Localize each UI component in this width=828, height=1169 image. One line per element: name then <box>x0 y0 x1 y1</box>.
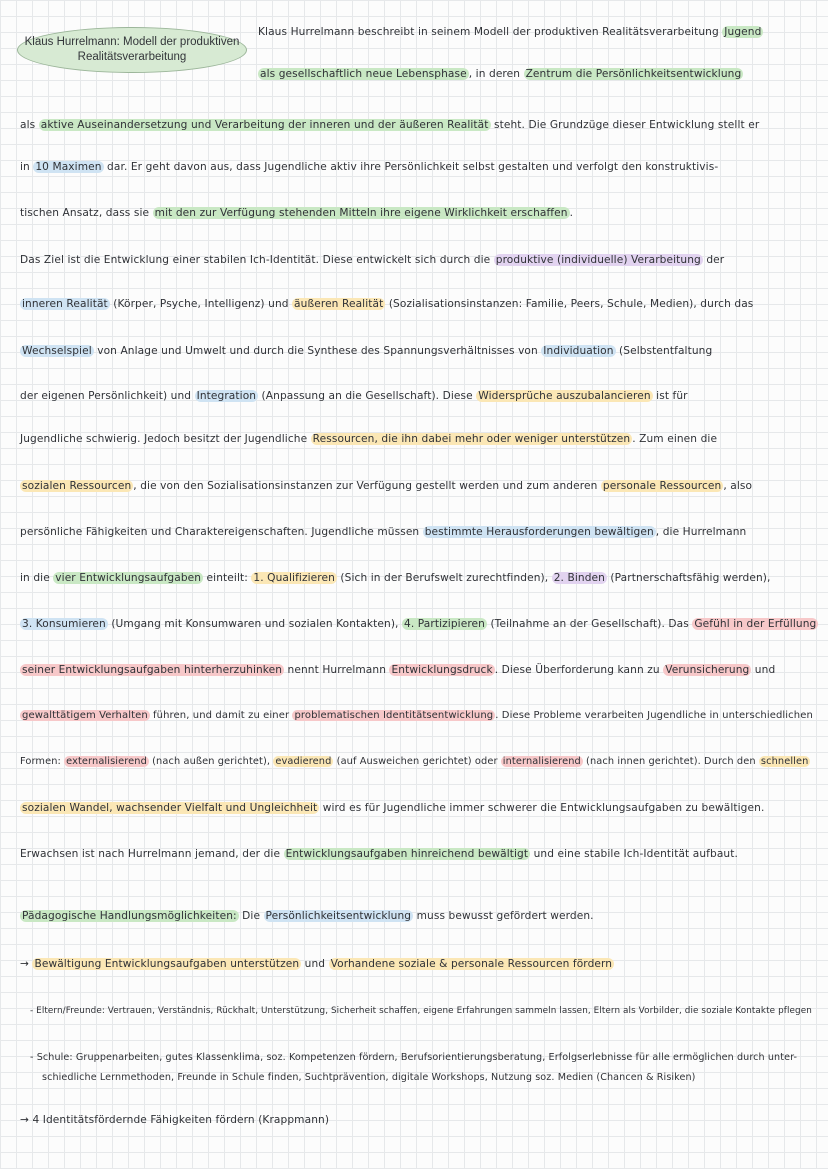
text-segment: , also <box>723 480 753 492</box>
text-line-25 <box>20 1114 329 1126</box>
text-segment: , in deren <box>468 68 524 80</box>
text-segment: (nach außen gerichtet), <box>148 756 274 767</box>
text-segment: (Umgang mit Konsumwaren und sozialen Kontakten), <box>107 618 402 630</box>
text-segment: als <box>20 119 39 131</box>
text-segment: Erwachsen ist nach Hurrelmann jemand, der die <box>20 848 284 860</box>
text-segment: (Partnerschaftsfähig werden), <box>606 572 771 584</box>
text-line-21 <box>20 958 614 970</box>
text-line-24 <box>42 1072 696 1083</box>
text-segment: und eine stabile Ich-Identität aufbaut. <box>530 848 738 860</box>
highlighted-phrase: 3. Konsumieren <box>22 618 106 630</box>
highlighted-phrase: Pädagogische Handlungsmöglichkeiten: <box>22 910 237 922</box>
highlighted-phrase: Ressourcen, die ihn dabei mehr oder weniger unterstützen <box>312 433 631 445</box>
text-line-13 <box>20 572 771 584</box>
text-segment: → 4 Identitätsfördernde Fähigkeiten fördern (Krappmann) <box>20 1114 330 1126</box>
highlighted-phrase: Persönlichkeitsentwicklung <box>265 910 412 922</box>
text-line-17 <box>20 756 810 767</box>
highlighted-phrase: als gesellschaftlich neue Lebensphase <box>260 68 467 80</box>
highlighted-phrase: internalisierend <box>502 756 581 767</box>
text-segment: , die von den Sozialisationsinstanzen zur Verfügung gestellt werden und zum anderen <box>133 480 601 492</box>
text-segment: . Diese Probleme verarbeiten Jugendliche in unterschiedlichen <box>495 710 813 721</box>
text-segment: Formen: <box>20 756 65 767</box>
highlighted-phrase: Widersprüche auszubalancieren <box>478 390 651 402</box>
text-line-10 <box>20 433 717 445</box>
text-line-15 <box>20 664 775 676</box>
highlighted-phrase: Jugend <box>724 26 762 38</box>
text-line-5 <box>20 207 573 219</box>
text-segment: in die <box>20 572 54 584</box>
text-segment: (Sozialisationsinstanzen: Familie, Peers, Schule, Medien), durch das <box>385 298 754 310</box>
text-line-4 <box>20 161 718 173</box>
text-segment: (Sich in der Berufswelt zurechtfinden), <box>336 572 552 584</box>
text-segment: dar. Er geht davon aus, dass Jugendliche aktiv ihre Persönlichkeit selbst gestalten und verfolgt den konstruktivis- <box>103 161 719 173</box>
text-segment: nennt Hurrelmann <box>284 664 390 676</box>
text-segment: - Schule: Gruppenarbeiten, gutes Klassenklima, soz. Kompetenzen fördern, Berufsorientierungsberatung, Erfolgserlebnisse für alle ermöglichen durch unter- <box>30 1052 798 1063</box>
text-segment: der eigenen Persönlichkeit) und <box>20 390 195 402</box>
text-line-6 <box>20 254 724 266</box>
highlighted-phrase: personale Ressourcen <box>602 480 722 492</box>
highlighted-phrase: 4. Partizipieren <box>404 618 485 630</box>
text-segment: (nach innen gerichtet). Durch den <box>582 756 759 767</box>
highlighted-phrase: evadierend <box>275 756 332 767</box>
highlighted-phrase: schnellen <box>760 756 809 767</box>
text-segment: von Anlage und Umwelt und durch die Synthese des Spannungsverhältnisses von <box>93 345 542 357</box>
text-line-19 <box>20 848 738 860</box>
text-line-8 <box>20 345 712 357</box>
highlighted-phrase: Gefühl in der Erfüllung <box>694 618 817 630</box>
highlighted-phrase: mit den zur Verfügung stehenden Mitteln ihre eigene Wirklichkeit erschaffen <box>154 207 568 219</box>
text-segment: muss bewusst gefördert werden. <box>413 910 594 922</box>
highlighted-phrase: sozialen Wandel, wachsender Vielfalt und Ungleichheit <box>22 802 318 814</box>
text-segment: , die Hurrelmann <box>655 526 747 538</box>
text-segment: steht. Die Grundzüge dieser Entwicklung stellt er <box>490 119 760 131</box>
text-segment: (Teilnahme an der Gesellschaft). Das <box>486 618 693 630</box>
highlighted-phrase: Entwicklungsdruck <box>391 664 493 676</box>
title-badge <box>17 27 247 73</box>
text-segment: (Selbstentfaltung <box>615 345 713 357</box>
text-segment: führen, und damit zu einer <box>149 710 293 721</box>
highlighted-phrase: inneren Realität <box>22 298 108 310</box>
text-line-22 <box>30 1006 812 1016</box>
text-line-20 <box>20 910 594 922</box>
text-segment: . Zum einen die <box>632 433 718 445</box>
text-segment: Klaus Hurrelmann beschreibt in seinem Modell der produktiven Realitätsverarbeitung <box>258 26 723 38</box>
highlighted-phrase: vier Entwicklungsaufgaben <box>55 572 202 584</box>
highlighted-phrase: Wechselspiel <box>22 345 92 357</box>
text-line-16 <box>20 710 813 721</box>
text-segment: wird es für Jugendliche immer schwerer die Entwicklungsaufgaben zu bewältigen. <box>319 802 765 814</box>
text-line-2 <box>258 68 743 80</box>
text-line-18 <box>20 802 764 814</box>
highlighted-phrase: seiner Entwicklungsaufgaben hinterherzuhinken <box>22 664 283 676</box>
highlighted-phrase: Entwicklungsaufgaben hinreichend bewältigt <box>285 848 529 860</box>
text-line-11 <box>20 480 752 492</box>
highlighted-phrase: aktive Auseinandersetzung und Verarbeitung der inneren und der äußeren Realität <box>40 119 489 131</box>
highlighted-phrase: Individuation <box>543 345 614 357</box>
text-segment: und <box>301 958 329 970</box>
text-line-7 <box>20 298 753 310</box>
highlighted-phrase: äußeren Realität <box>294 298 384 310</box>
highlighted-phrase: 10 Maximen <box>35 161 102 173</box>
text-segment: persönliche Fähigkeiten und Charaktereigenschaften. Jugendliche müssen <box>20 526 423 538</box>
text-segment: schiedliche Lernmethoden, Freunde in Schule finden, Suchtprävention, digitale Workshops, Nutzung soz. Medien (Chancen & Risiken) <box>42 1072 696 1083</box>
text-segment: ist für <box>652 390 688 402</box>
text-segment: . <box>569 207 574 219</box>
highlighted-phrase: gewalttätigem Verhalten <box>22 710 148 721</box>
text-segment: in <box>20 161 34 173</box>
text-line-9 <box>20 390 688 402</box>
text-segment: der <box>702 254 725 266</box>
text-segment: (auf Ausweichen gerichtet) oder <box>333 756 501 767</box>
highlighted-phrase: Bewältigung Entwicklungsaufgaben unterstützen <box>34 958 300 970</box>
text-segment: . Diese Überforderung kann zu <box>494 664 664 676</box>
highlighted-phrase: sozialen Ressourcen <box>22 480 132 492</box>
text-segment: Die <box>238 910 264 922</box>
highlighted-phrase: bestimmte Herausforderungen bewältigen <box>424 526 654 538</box>
text-segment: tischen Ansatz, dass sie <box>20 207 153 219</box>
highlighted-phrase: Verunsicherung <box>665 664 750 676</box>
text-segment: (Körper, Psyche, Intelligenz) und <box>109 298 293 310</box>
text-segment: einteilt: <box>203 572 252 584</box>
page-title: Klaus Hurrelmann: Modell der produktiven Realitätsverarbeitung <box>24 36 240 63</box>
highlighted-phrase: Vorhandene soziale & personale Ressourcen fördern <box>330 958 613 970</box>
text-segment: und <box>751 664 776 676</box>
text-segment: → <box>20 958 33 970</box>
highlighted-phrase: 2. Binden <box>553 572 605 584</box>
highlighted-phrase: Integration <box>196 390 257 402</box>
text-line-1 <box>258 26 763 38</box>
text-segment: Jugendliche schwierig. Jedoch besitzt der Jugendliche <box>20 433 311 445</box>
text-segment: Das Ziel ist die Entwicklung einer stabilen Ich-Identität. Diese entwickelt sich durch die <box>20 254 494 266</box>
highlighted-phrase: Zentrum die Persönlichkeitsentwicklung <box>525 68 742 80</box>
text-segment: (Anpassung an die Gesellschaft). Diese <box>258 390 477 402</box>
highlighted-phrase: 1. Qualifizieren <box>253 572 335 584</box>
text-segment: - Eltern/Freunde: Vertrauen, Verständnis, Rückhalt, Unterstützung, Sicherheit schaffen, eigene Erfahrungen sammeln lassen, Eltern als Vorbilder, die soziale Kontakte pflegen <box>30 1006 812 1016</box>
highlighted-phrase: problematischen Identitätsentwicklung <box>294 710 494 721</box>
text-line-14 <box>20 618 818 630</box>
text-line-3 <box>20 119 759 131</box>
highlighted-phrase: produktive (individuelle) Verarbeitung <box>495 254 701 266</box>
text-line-12 <box>20 526 746 538</box>
text-line-23 <box>30 1052 797 1063</box>
highlighted-phrase: externalisierend <box>66 756 147 767</box>
